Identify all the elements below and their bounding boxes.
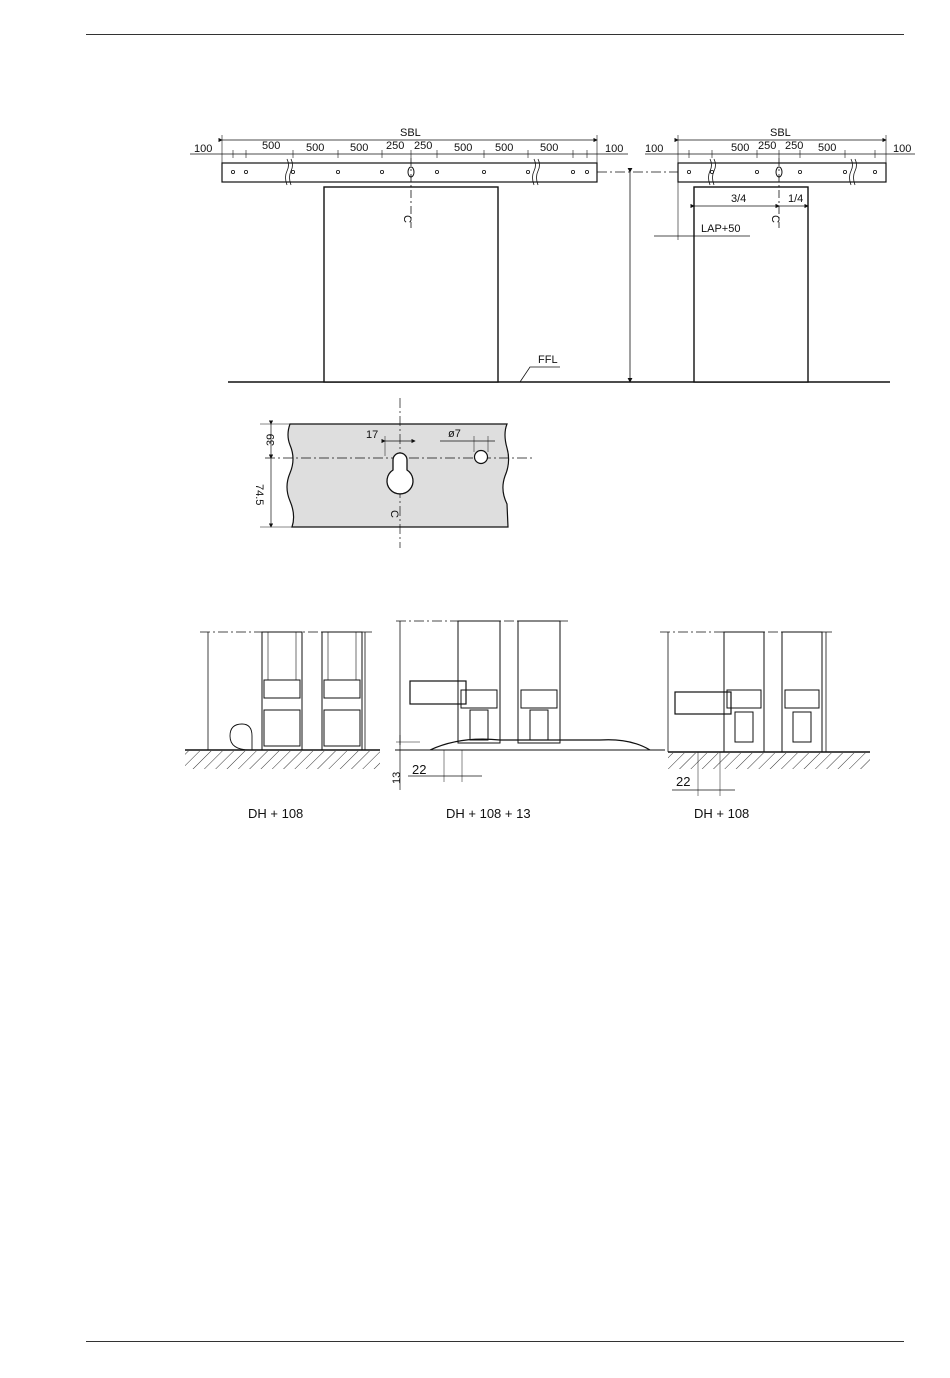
svg-text:SBL: SBL (400, 127, 421, 139)
section-caption: DH + 108 (694, 806, 750, 821)
svg-text:500: 500 (262, 140, 281, 152)
section-1 (185, 632, 380, 769)
svg-text:SBL: SBL (770, 127, 791, 139)
section-labels (248, 762, 749, 821)
svg-text:C: C (401, 215, 413, 223)
svg-text:500: 500 (306, 142, 325, 154)
svg-text:22: 22 (412, 762, 427, 777)
svg-text:250: 250 (785, 140, 804, 152)
right-door-panel (694, 187, 808, 382)
keyhole-detail (260, 398, 535, 548)
svg-text:17: 17 (366, 429, 379, 441)
svg-text:500: 500 (495, 142, 514, 154)
svg-text:100: 100 (605, 143, 624, 155)
svg-text:100: 100 (194, 143, 213, 155)
svg-text:500: 500 (454, 142, 473, 154)
section-caption: DH + 108 (248, 806, 304, 821)
svg-text:100: 100 (893, 143, 912, 155)
svg-text:250: 250 (758, 140, 777, 152)
svg-text:39: 39 (265, 433, 277, 446)
svg-text:LAP+50: LAP+50 (701, 223, 741, 235)
svg-text:100: 100 (645, 143, 664, 155)
svg-text:74.5: 74.5 (253, 484, 265, 506)
svg-text:500: 500 (731, 142, 750, 154)
svg-text:FFL: FFL (538, 354, 558, 366)
svg-text:13: 13 (391, 771, 403, 784)
section-3 (660, 632, 870, 796)
svg-text:3/4: 3/4 (731, 193, 747, 205)
svg-text:1/4: 1/4 (788, 193, 804, 205)
svg-text:500: 500 (350, 142, 369, 154)
svg-text:22: 22 (676, 774, 691, 789)
svg-text:C: C (388, 510, 400, 518)
ffl-leader (520, 367, 560, 382)
svg-text:250: 250 (414, 140, 433, 152)
svg-text:ø7: ø7 (448, 428, 461, 440)
section-3-block (675, 692, 731, 714)
svg-text:500: 500 (540, 142, 559, 154)
svg-text:C: C (769, 215, 781, 223)
mounting-hole (475, 451, 488, 464)
left-track-rail (222, 163, 597, 182)
svg-text:250: 250 (386, 140, 405, 152)
raised-floor-profile (430, 739, 650, 750)
section-caption: DH + 108 + 13 (446, 806, 531, 821)
section-2 (395, 621, 665, 790)
svg-text:500: 500 (818, 142, 837, 154)
elevation-view (190, 135, 915, 382)
